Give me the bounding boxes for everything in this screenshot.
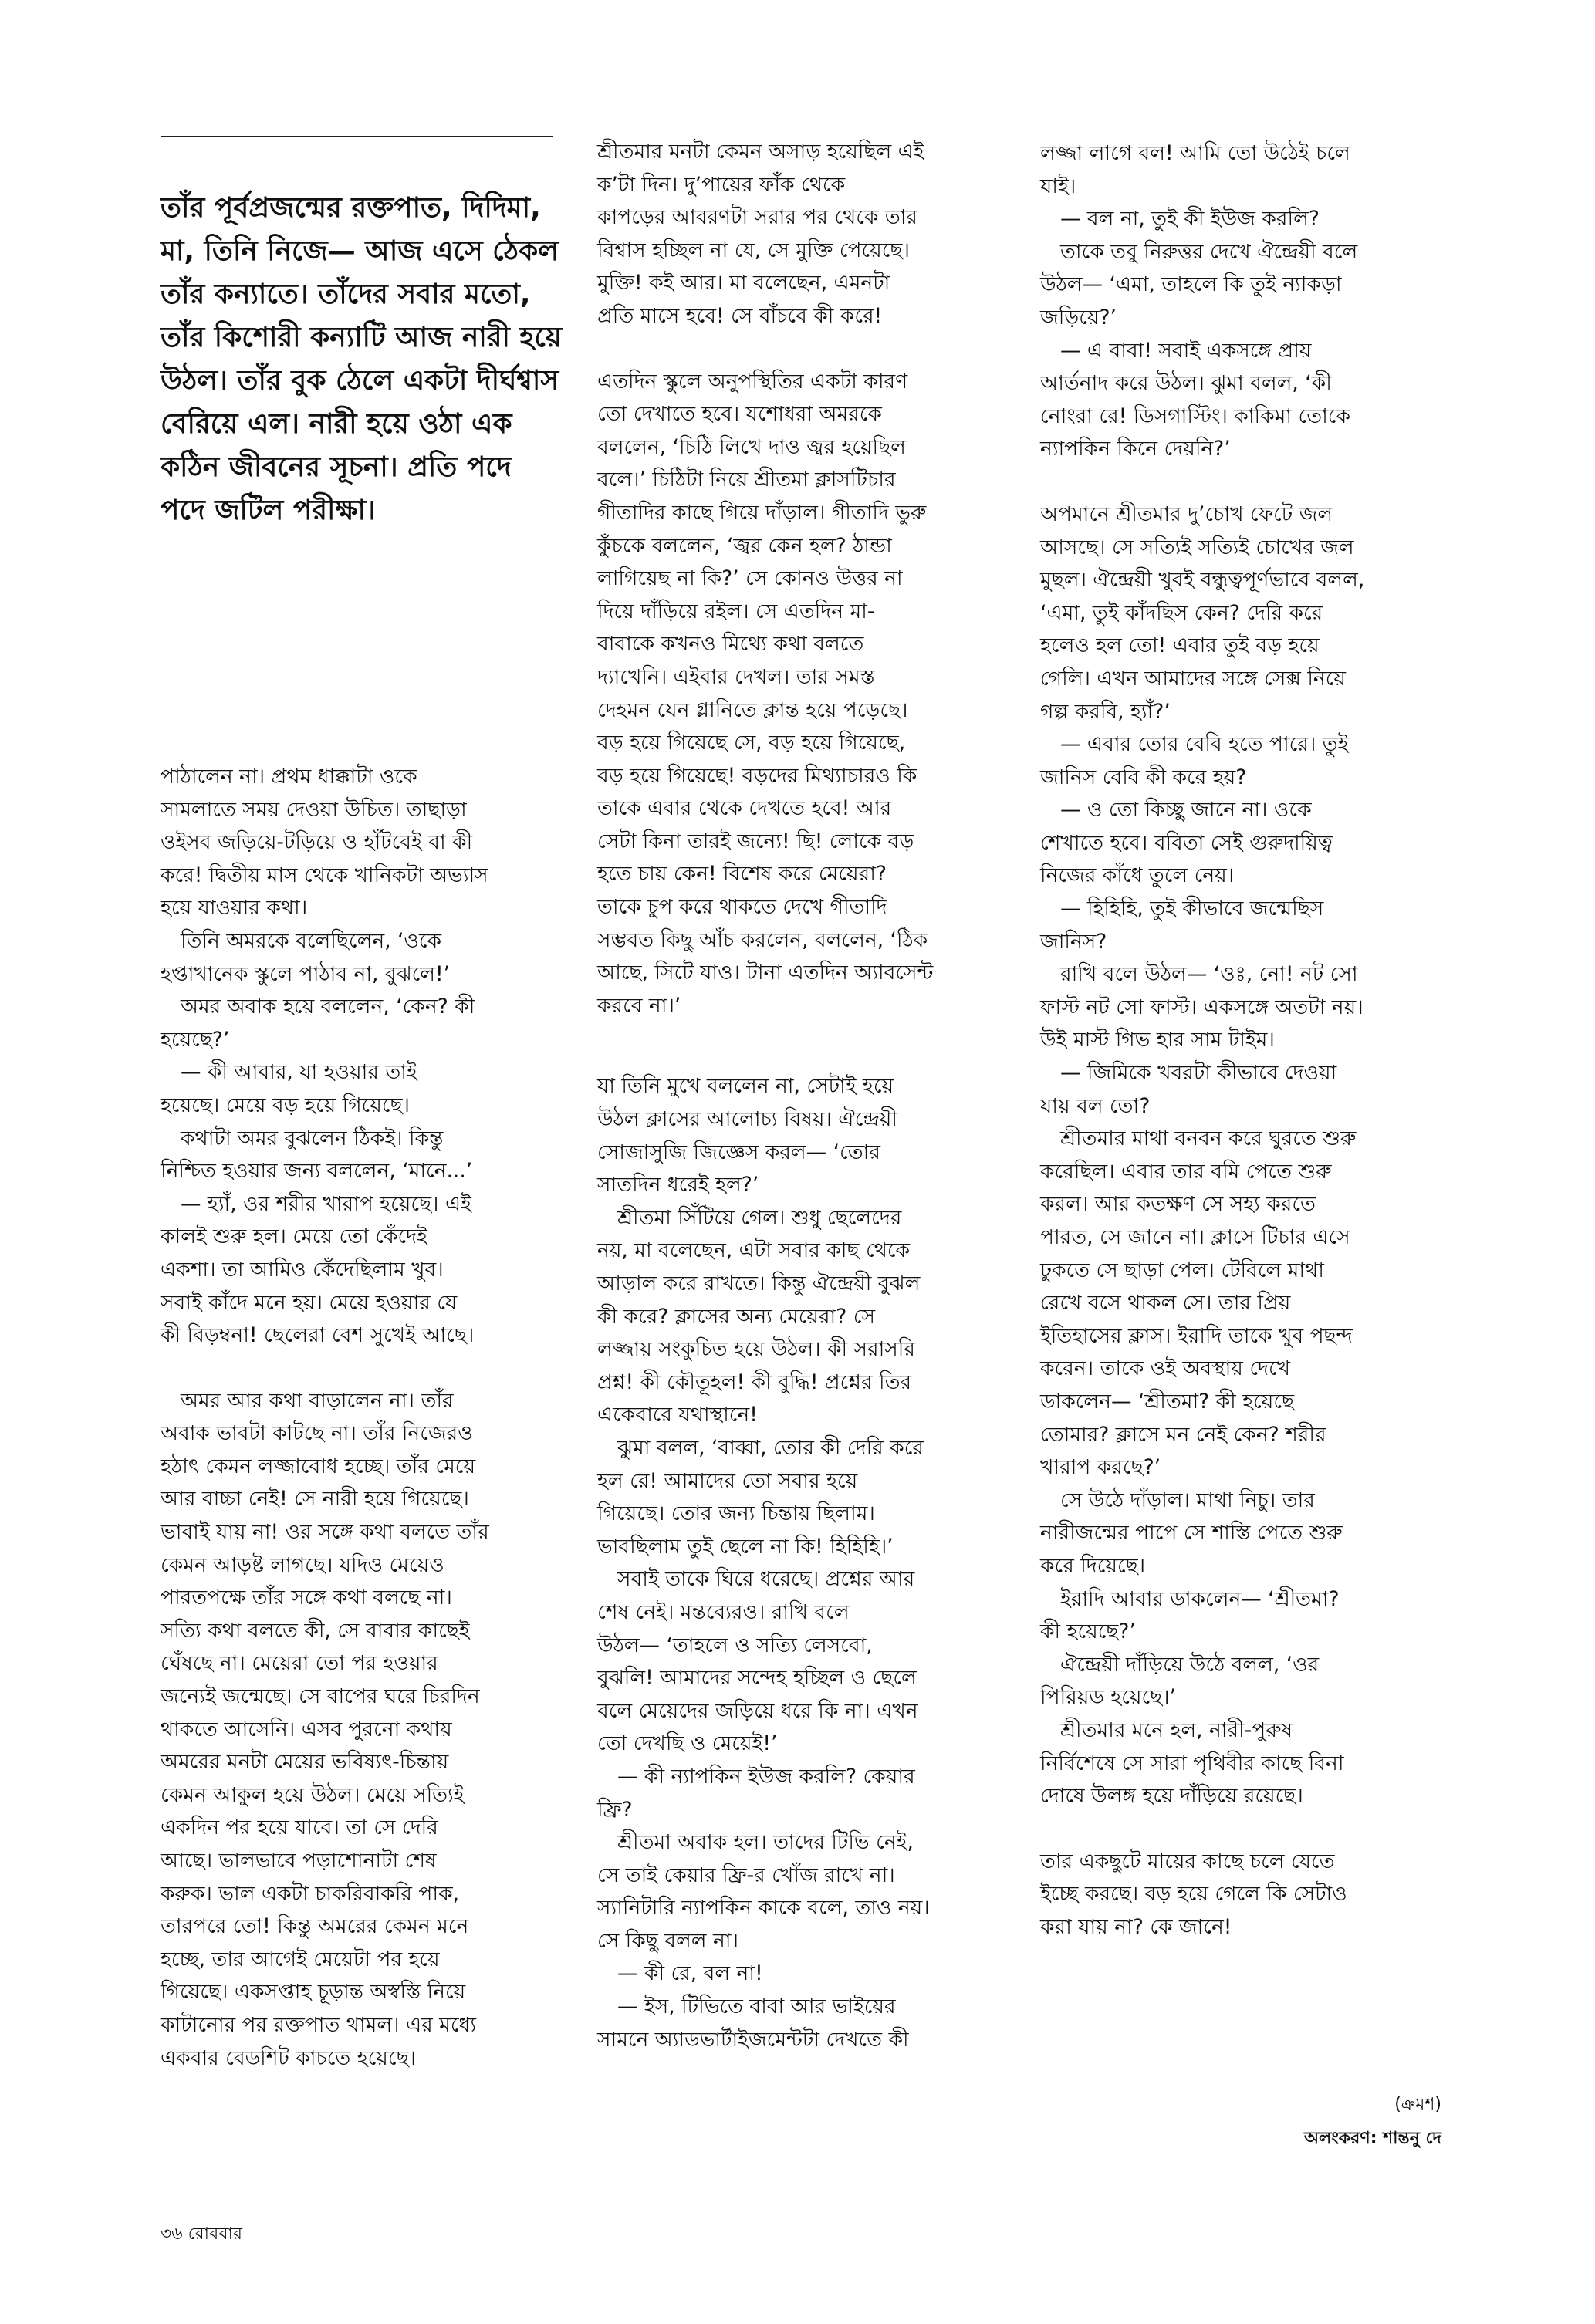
paragraph: শ্রীতমার মনে হল, নারী-পুরুষ নির্বিশেষে সে সারা পৃথিবীর কাছে বিনা দোষে উলঙ্গ হয়ে দাঁড়িয়ে রয়েছে। — [1040, 1718, 1344, 1809]
paragraph: তাকে তবু নিরুত্তর দেখে ঐন্দ্রেয়ী বলে উঠল— ‘এমা, তাহলে কি তুই ন্যাকড়া জড়িয়ে?’ — [1040, 239, 1358, 329]
paragraph: ঝুমা বলল, ‘বাব্বা, তোর কী দেরি করে হল রে! আমাদের তো সবার হয়ে গিয়েছে। তোর জন্য চিন্তায় ছিলাম। ভাবছিলাম তুই ছেলে না কি! হিহিহি।’ — [597, 1435, 924, 1559]
paragraph: সবাই তাকে ঘিরে ধরেছে। প্রশ্নের আর শেষ নেই। মন্তব্যেরও। রাখি বলে উঠল— ‘তাহলে ও সত্যি লেসবো, বুঝলি! আমাদের সন্দেহ হচ্ছিল ও ছেলে বলে মেয়েদের জড়িয়ে ধরে কি না। এখন তো দেখছি ও মেয়েই!’ — [597, 1567, 918, 1756]
pullquote-rule — [161, 136, 553, 137]
column-2 — [597, 136, 991, 2056]
page-footer — [161, 2221, 242, 2249]
paragraph: শ্রীতমা অবাক হল। তাদের টিভি নেই, সে তাই কেয়ার ফ্রি-র খোঁজ রাখে না। স্যানিটারি ন্যাপকিন কাকে বলে, তাও নয়। সে কিছু বলল না। — [597, 1830, 930, 1953]
pullquote: তাঁর পূর্বপ্রজন্মের রক্তপাত, দিদিমা, মা, তিনি নিজে— আজ এসে ঠেকল তাঁর কন্যাতে। তাঁদের সবার মতো, তাঁর কিশোরী কন্যাটি আজ নারী হয়ে উঠল। তাঁর বুক ঠেলে একটা দীর্ঘশ্বাস বেরিয়ে এল। নারী হয়ে ওঠা এক কঠিন জীবনের সূচনা। প্রতি পদে পদে জটিল পরীক্ষা। — [161, 192, 562, 526]
paragraph: — ইস, টিভিতে বাবা আর ভাইয়ের সামনে অ্যাডভার্টাইজমেন্টটা দেখতে কী — [597, 1995, 909, 2052]
paragraph: — ও তো কিচ্ছু জানে না। ওকে শেখাতে হবে। ববিতা সেই গুরুদায়িত্ব নিজের কাঁধে তুলে নেয়। — [1040, 798, 1333, 888]
paragraph: ঐন্দ্রেয়ী দাঁড়িয়ে উঠে বলল, ‘ওর পিরিয়ড হয়েছে।’ — [1040, 1652, 1320, 1710]
paragraph: ইরাদি আবার ডাকলেন— ‘শ্রীতমা? কী হয়েছে?’ — [1040, 1586, 1340, 1644]
paragraph: রাখি বলে উঠল— ‘ওঃ, নো! নট সো ফাস্ট নট সো ফাস্ট। একসঙ্গে অতটা নয়। উই মাস্ট গিভ হার সাম টাইম। — [1040, 962, 1364, 1052]
paragraph: লজ্জা লাগে বল! আমি তো উঠেই চলে যাই। — [1040, 141, 1350, 198]
credits — [1040, 2088, 1441, 2156]
illustration-credit: অলংকরণ: শান্তনু দে — [1303, 2129, 1441, 2148]
paragraph: — এ বাবা! সবাই একসঙ্গে প্রায় আর্তনাদ করে উঠল। ঝুমা বলল, ‘কী নোংরা রে! ডিসগাস্টিং। কাকিমা তোকে ন্যাপকিন কিনে দেয়নি?’ — [1040, 338, 1350, 461]
paragraph: তার একছুটে মায়ের কাছে চলে যেতে ইচ্ছে করছে। বড় হয়ে গেলে কি সেটাও করা যায় না? কে জানে! — [1040, 1849, 1347, 1939]
column-3 — [1040, 137, 1441, 1944]
continued-label: (ক্রমশ) — [1394, 2095, 1441, 2114]
paragraph: — হ্যাঁ, ওর শরীর খারাপ হয়েছে। এই কালই শুরু হল। মেয়ে তো কেঁদেই একশা। তা আমিও কেঁদেছিলাম খুব। সবাই কাঁদে মনে হয়। মেয়ে হওয়ার যে কী বিড়ম্বনা! ছেলেরা বেশ সুখেই আছে। — [161, 1191, 475, 1348]
paragraph: শ্রীতমা সিঁটিয়ে গেল। শুধু ছেলেদের নয়, মা বলেছেন, এটা সবার কাছ থেকে আড়াল করে রাখতে। কিন্তু ঐন্দ্রেয়ী বুঝল কী করে? ক্লাসের অন্য মেয়েরা? সে লজ্জায় সংকুচিত হয়ে উঠল। কী সরাসরি প্রশ্ন! কী কৌতূহল! কী বুদ্ধি! প্রশ্নের তির একেবারে যথাস্থানে! — [597, 1205, 921, 1427]
paragraph: কথাটা অমর বুঝলেন ঠিকই। কিন্তু নিশ্চিত হওয়ার জন্য বললেন, ‘মানে...’ — [161, 1126, 473, 1184]
paragraph: অমর আর কথা বাড়ালেন না। তাঁর অবাক ভাবটা কাটছে না। তাঁর নিজেরও হঠাৎ কেমন লজ্জাবোধ হচ্ছে। তাঁর মেয়ে আর বাচ্চা নেই! সে নারী হয়ে গিয়েছে। ভাবাই যায় না! ওর সঙ্গে কথা বলতে তাঁর কেমন আড়ষ্ট লাগছে। যদিও মেয়েও পারতপক্ষে তাঁর সঙ্গে কথা বলছে না। সত্যি কথা বলতে কী, সে বাবার কাছেই ঘেঁষছে না। মেয়েরা তো পর হওয়ার জন্যেই জন্মেছে। সে বাপের ঘরে চিরদিন থাকতে আসেনি। এসব পুরনো কথায় অমরের মনটা মেয়ের ভবিষ্যৎ-চিন্তায় কেমন আকুল হয়ে উঠল। মেয়ে সত্যিই একদিন পর হয়ে যাবে। তা সে দেরি আছে। ভালভাবে পড়াশোনাটা শেষ করুক। ভাল একটা চাকরিবাকরি পাক, তারপরে তো! কিন্তু অমরের কেমন মনে হচ্ছে, তার আগেই মেয়েটা পর হয়ে গিয়েছে। একসপ্তাহ চূড়ান্ত অস্বস্তি নিয়ে কাটানোর পর রক্তপাত থামল। এর মধ্যে একবার বেডশিট কাচতে হয়েছে। — [161, 1388, 489, 2070]
paragraph: যা তিনি মুখে বললেন না, সেটাই হয়ে উঠল ক্লাসের আলোচ্য বিষয়। ঐন্দ্রেয়ী সোজাসুজি জিজ্ঞেস করল— ‘তোর সাতদিন ধরেই হল?’ — [597, 1074, 897, 1197]
publication-name: রোববার — [188, 2224, 242, 2244]
paragraph: — বল না, তুই কী ইউজ করলি? — [1060, 207, 1320, 231]
paragraph: অপমানে শ্রীতমার দু’চোখ ফেটে জল আসছে। সে সত্যিই সত্যিই চোখের জল মুছল। ঐন্দ্রেয়ী খুবই বন্ধুত্বপূর্ণভাবে বলল, ‘এমা, তুই কাঁদছিস কেন? দেরি করে হলেও হল তো! এবার তুই বড় হয়ে গেলি। এখন আমাদের সঙ্গে সেক্স নিয়ে গল্প করবি, হ্যাঁ?’ — [1040, 502, 1365, 724]
paragraph: — জিমিকে খবরটা কীভাবে দেওয়া যায় বল তো? — [1040, 1061, 1337, 1118]
paragraph: শ্রীতমার মাথা বনবন করে ঘুরতে শুরু করেছিল। এবার তার বমি পেতে শুরু করল। আর কতক্ষণ সে সহ্য করতে পারত, সে জানে না। ক্লাসে টিচার এসে ঢুকতে সে ছাড়া পেল। টেবিলে মাথা রেখে বসে থাকল সে। তার প্রিয় ইতিহাসের ক্লাস। ইরাদি তাকে খুব পছন্দ করেন। তাকে ওই অবস্থায় দেখে ডাকলেন— ‘শ্রীতমা? কী হয়েছে তোমার? ক্লাসে মন নেই কেন? শরীর খারাপ করছে?’ — [1040, 1127, 1357, 1480]
page-number: ৩৬ — [161, 2224, 183, 2244]
paragraph: — কী রে, বল না! — [617, 1961, 763, 1986]
paragraph: এতদিন স্কুলে অনুপস্থিতির একটা কারণ তো দেখাতে হবে। যশোধরা অমরকে বললেন, ‘চিঠি লিখে দাও জ্বর হয়েছিল বলে।’ চিঠিটা নিয়ে শ্রীতমা ক্লাসটিচার গীতাদির কাছে গিয়ে দাঁড়াল। গীতাদি ভুরু কুঁচকে বললেন, ‘জ্বর কেন হল? ঠান্ডা লাগিয়েছ না কি?’ সে কোনও উত্তর না দিয়ে দাঁড়িয়ে রইল। সে এতদিন মা- বাবাকে কখনও মিথ্যে কথা বলতে দ্যাখেনি। এইবার দেখল। তার সমস্ত দেহমন যেন গ্লানিতে ক্লান্ত হয়ে পড়েছে। বড় হয়ে গিয়েছে সে, বড় হয়ে গিয়েছে, বড় হয়ে গিয়েছে! বড়দের মিথ্যাচারও কি তাকে এবার থেকে দেখতে হবে! আর সেটা কিনা তারই জন্যে! ছি! লোকে বড় হতে চায় কেন! বিশেষ করে মেয়েরা? তাকে চুপ করে থাকতে দেখে গীতাদি সম্ভবত কিছু আঁচ করলেন, বললেন, ‘ঠিক আছে, সিটে যাও। টানা এতদিন অ্যাবসেন্ট করবে না।’ — [597, 369, 934, 1018]
paragraph: — কী ন্যাপকিন ইউজ করলি? কেয়ার ফ্রি? — [597, 1764, 915, 1822]
paragraph: পাঠালেন না। প্রথম ধাক্কাটা ওকে সামলাতে সময় দেওয়া উচিত। তাছাড়া ওইসব জড়িয়ে-টড়িয়ে ও হাঁটবেই বা কী করে! দ্বিতীয় মাস থেকে খানিকটা অভ্যাস হয়ে যাওয়ার কথা। — [161, 765, 488, 920]
paragraph: — হিহিহি, তুই কীভাবে জন্মেছিস জানিস? — [1040, 897, 1324, 954]
paragraph: তিনি অমরকে বলেছিলেন, ‘ওকে হপ্তাখানেক স্কুলে পাঠাব না, বুঝলে!’ — [161, 928, 451, 986]
paragraph: অমর অবাক হয়ে বললেন, ‘কেন? কী হয়েছে?’ — [161, 995, 475, 1052]
column-1 — [161, 761, 562, 2075]
paragraph: শ্রীতমার মনটা কেমন অসাড় হয়েছিল এই ক’টা দিন। দু’পায়ের ফাঁক থেকে কাপড়ের আবরণটা সরার পর থেকে তার বিশ্বাস হচ্ছিল না যে, সে মুক্তি পেয়েছে। মুক্তি! কই আর। মা বলেছেন, এমনটা প্রতি মাসে হবে! সে বাঁচবে কী করে! — [597, 140, 924, 328]
paragraph: — এবার তোর বেবি হতে পারে। তুই জানিস বেবি কী করে হয়? — [1040, 732, 1349, 789]
paragraph: সে উঠে দাঁড়াল। মাথা নিচু। তার নারীজন্মের পাপে সে শাস্তি পেতে শুরু করে দিয়েছে। — [1040, 1488, 1343, 1578]
paragraph: — কী আবার, যা হওয়ার তাই হয়েছে। মেয়ে বড় হয়ে গিয়েছে। — [161, 1060, 417, 1117]
